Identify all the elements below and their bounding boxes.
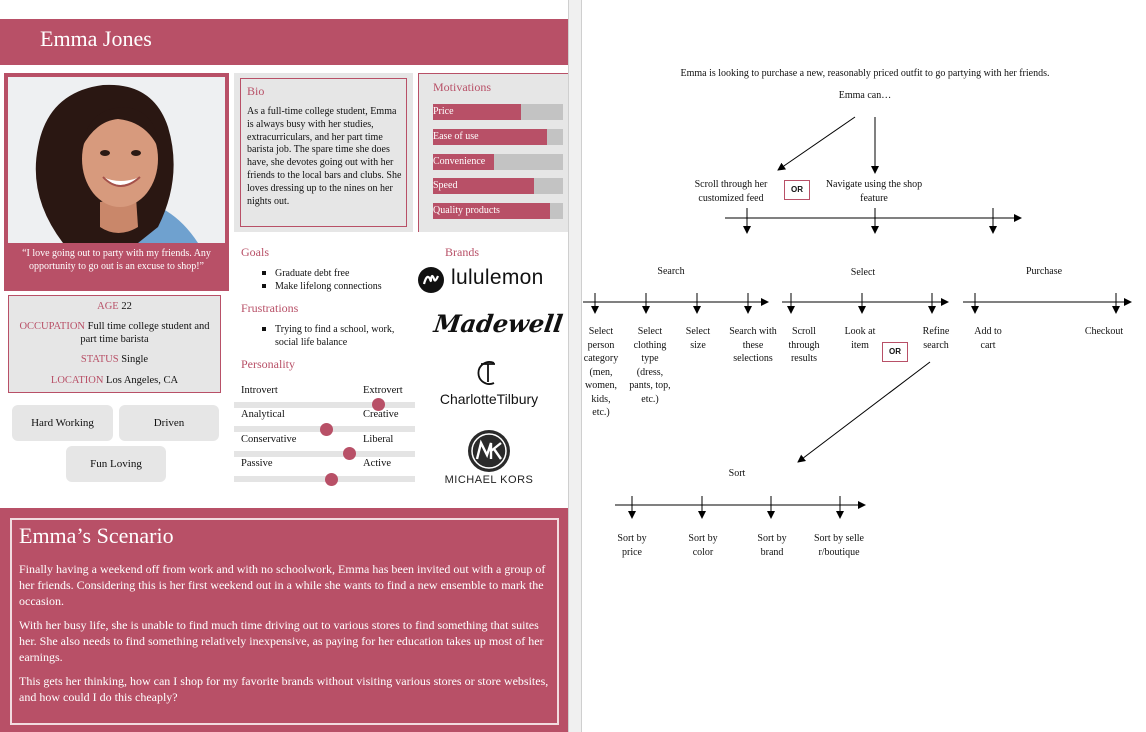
step-sort-brand: Sort by brand	[757, 533, 787, 558]
step-sort-seller: Sort by seller/boutique	[814, 533, 864, 558]
persona-info-box	[8, 295, 221, 393]
scale-right-label: Extrovert	[363, 385, 403, 396]
step-refine-search: Refine search	[922, 326, 950, 351]
step-look-at-item: Look at item	[844, 326, 876, 351]
frustrations-list	[262, 323, 402, 349]
scenario-title: Emma’s Scenario	[19, 523, 174, 548]
scale-left-label: Passive	[241, 458, 273, 469]
brand-charlotte-tilbury: CharlotteTilbury	[439, 391, 539, 407]
goals-title: Goals	[241, 245, 269, 259]
scale-right-label: Liberal	[363, 434, 394, 445]
occupation-value: Full time college student and part time barista	[80, 321, 210, 345]
scale-knob	[320, 423, 333, 436]
location-label: LOCATION	[50, 375, 104, 386]
lululemon-logo-icon	[418, 266, 563, 296]
scale-left-label: Introvert	[241, 385, 278, 396]
scale-left-label: Analytical	[241, 409, 285, 420]
trait-fun-loving: Fun Loving	[66, 446, 166, 482]
portrait-illustration-icon	[8, 77, 225, 243]
age-label: AGE	[97, 301, 119, 312]
stage-sort: Sort	[728, 468, 746, 479]
brands-title: Brands	[445, 245, 479, 259]
location-row	[13, 374, 216, 387]
location-value: Los Angeles, CA	[106, 375, 179, 386]
motivation-bar-speed	[433, 178, 563, 194]
motivations-panel	[418, 73, 568, 232]
trait-hard-working: Hard Working	[12, 405, 113, 441]
flow-intro: Emma is looking to purchase a new, reasonably priced outfit to go partying with her friends.	[680, 68, 1050, 79]
motivation-bar-ease-of-use	[433, 129, 563, 145]
frustrations-title: Frustrations	[241, 301, 299, 315]
step-sort-price: Sort by price	[617, 533, 647, 558]
motivation-label: Speed	[433, 180, 458, 191]
step-search-selections: Search with these selections	[729, 326, 777, 364]
trait-driven: Driven	[119, 405, 219, 441]
lululemon-mark-icon	[418, 267, 444, 293]
personality-title: Personality	[241, 357, 295, 371]
scenario-paragraph: Finally having a weekend off from work and with no schoolwork, Emma has been invited out with a group of her friends. Considering this is her first weekend out in a while she wants to find a new ensemble to mark the occasion.	[19, 562, 546, 608]
panel-divider	[568, 0, 582, 732]
scale-track-introvert-extrovert	[234, 402, 415, 408]
scale-right-label: Active	[363, 458, 391, 469]
brand-lululemon: lululemon	[451, 266, 544, 289]
step-add-to-cart: Add to cart	[974, 326, 1002, 351]
scale-track-analytical-creative	[234, 426, 415, 432]
goals-list	[262, 267, 412, 293]
motivation-label: Convenience	[433, 156, 486, 167]
persona-photo	[8, 77, 225, 243]
status-label: STATUS	[80, 354, 119, 365]
bio-panel	[234, 73, 413, 232]
scale-right-label: Creative	[363, 409, 399, 420]
bio-text: As a full-time college student, Emma is always busy with her studies, extracurriculars, and her part time barista job. The spare time she does have, she devotes going out with her friends to the local bars and clubs. She loves dressing up to the nines on her nights out.	[247, 106, 402, 207]
scenario-panel	[0, 508, 568, 732]
scenario-paragraph: With her busy life, she is unable to find much time driving out to various stores to find something that suites her. She also needs to find something relatively inexpensive, as paying for her education takes up most of her earnings.	[19, 618, 544, 664]
status-value: Single	[121, 354, 149, 365]
scale-track-conservative-liberal	[234, 451, 415, 457]
motivation-bar-quality-products	[433, 203, 563, 219]
bio-frame	[240, 78, 407, 227]
or-badge: OR	[882, 342, 908, 362]
motivation-label: Ease of use	[433, 131, 479, 142]
step-scroll-results: Scroll through results	[788, 326, 820, 364]
age-value: 22	[121, 301, 132, 312]
step-select-person-category: Select person category (men, women, kids, etc.)	[583, 326, 619, 418]
flow-option-feed: Scroll through her customized feed	[694, 179, 768, 204]
goal-item: Graduate debt free	[262, 267, 412, 280]
stage-search: Search	[657, 266, 685, 277]
scale-left-label: Conservative	[241, 434, 297, 445]
motivation-bar-price	[433, 104, 563, 120]
step-sort-color: Sort by color	[688, 533, 718, 558]
brand-madewell: Madewell	[432, 309, 565, 338]
brand-michael-kors: MICHAEL KORS	[444, 474, 534, 486]
step-select-clothing-type: Select clothing type (dress, pants, top, etc.)	[629, 326, 671, 405]
persona-header	[0, 19, 568, 65]
motivation-label: Price	[433, 106, 454, 117]
step-select-size: Select size	[685, 326, 711, 351]
flow-option-shop: Navigate using the shop feature	[825, 179, 923, 204]
motivation-label: Quality products	[433, 205, 500, 216]
persona-quote: “I love going out to party with my friends. Any opportunity to go out is an excuse to shop!”	[22, 248, 211, 272]
occupation-label: OCCUPATION	[19, 321, 85, 332]
stage-select: Select	[850, 267, 876, 278]
or-badge: OR	[784, 180, 810, 200]
charlotte-tilbury-logo-icon	[472, 358, 504, 390]
frustration-item: Trying to find a school, work, social life balance	[262, 323, 402, 349]
bio-title: Bio	[247, 84, 265, 98]
status-row	[13, 353, 216, 366]
motivations-title: Motivations	[433, 80, 492, 94]
scale-track-passive-active	[234, 476, 415, 482]
persona-photo-card	[4, 73, 229, 291]
goal-item: Make lifelong connections	[262, 280, 412, 293]
flow-emma-can: Emma can…	[838, 90, 892, 101]
michael-kors-logo-icon	[468, 430, 510, 472]
age-row	[13, 300, 216, 313]
stage-purchase: Purchase	[1025, 266, 1063, 277]
step-checkout: Checkout	[1084, 326, 1124, 337]
occupation-row	[13, 320, 216, 346]
motivation-bar-convenience	[433, 154, 563, 170]
scenario-paragraph: This gets her thinking, how can I shop for my favorite brands without visiting various stores or store websites, and how could I do this cheaply?	[19, 674, 549, 704]
persona-name: Emma Jones	[40, 26, 152, 51]
